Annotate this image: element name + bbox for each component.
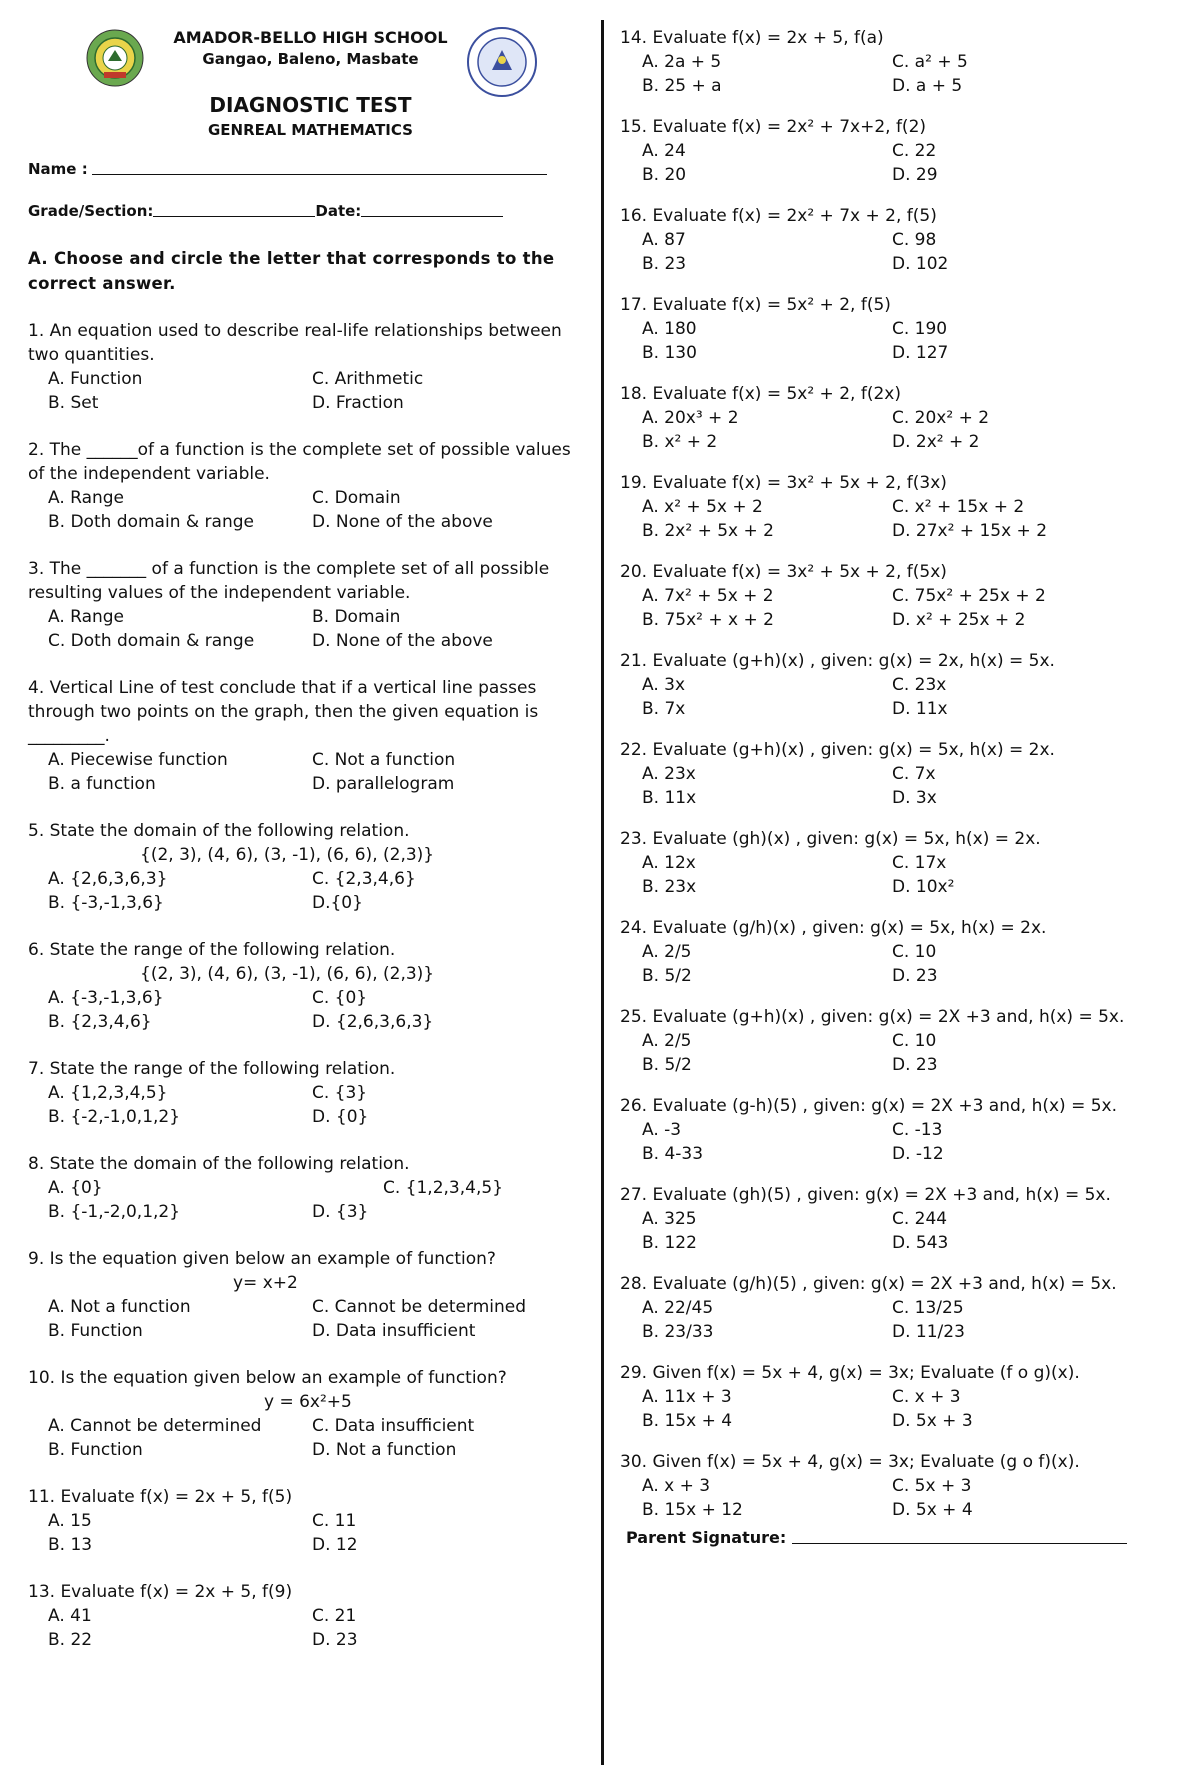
question-item	[28, 676, 576, 796]
test-subtitle: GENREAL MATHEMATICS	[208, 121, 413, 139]
answer-choices	[28, 1509, 576, 1557]
answer-choices	[28, 748, 576, 796]
choice-c[interactable]: C. 98	[892, 230, 937, 250]
question-item	[620, 1183, 1175, 1255]
answer-choices	[28, 1604, 576, 1652]
choice-c[interactable]: C. 22	[892, 141, 937, 161]
question-stem: 15. Evaluate f(x) = 2x² + 7x+2, f(2)	[620, 117, 927, 137]
choice-d[interactable]: D. None of the above	[312, 512, 493, 532]
answer-choices	[620, 317, 1175, 365]
question-stem: 11. Evaluate f(x) = 2x + 5, f(5)	[28, 1487, 293, 1507]
question-stem: 27. Evaluate (gh)(5) , given: g(x) = 2X +3 and, h(x) = 5x.	[620, 1185, 1111, 1205]
choice-d[interactable]: D. Not a function	[312, 1440, 457, 1460]
choice-a[interactable]: A. 7x² + 5x + 2	[642, 586, 774, 606]
instructions: A. Choose and circle the letter that corresponds to the correct answer.	[28, 249, 555, 293]
choice-b[interactable]: B. Doth domain & range	[48, 512, 254, 532]
answer-choices	[620, 1118, 1175, 1166]
question-item	[28, 438, 576, 534]
choice-d[interactable]: D. 3x	[892, 788, 937, 808]
question-item	[28, 1152, 576, 1224]
left-column	[28, 26, 576, 1652]
signature-line[interactable]	[792, 1543, 1127, 1544]
choice-b[interactable]: B. 5/2	[642, 966, 692, 986]
question-item	[620, 382, 1175, 454]
choice-a[interactable]: A. {0}	[48, 1178, 103, 1198]
grade-date-row	[28, 198, 576, 220]
choice-d[interactable]: D. parallelogram	[312, 774, 455, 794]
choice-b[interactable]: B. 15x + 12	[642, 1500, 743, 1520]
question-stem: 6. State the range of the following relation.	[28, 940, 396, 960]
choice-d[interactable]: D. a + 5	[892, 76, 963, 96]
choice-b[interactable]: B. 7x	[642, 699, 686, 719]
choice-c[interactable]: C. 13/25	[892, 1298, 964, 1318]
choice-a[interactable]: A. 3x	[642, 675, 686, 695]
answer-choices	[620, 50, 1175, 98]
choice-b[interactable]: B. 75x² + x + 2	[642, 610, 774, 630]
choice-d[interactable]: D. 5x + 3	[892, 1411, 973, 1431]
choice-a[interactable]: A. Function	[48, 369, 143, 389]
choice-a[interactable]: A. -3	[642, 1120, 682, 1140]
header	[28, 26, 576, 146]
choice-c[interactable]: C. 75x² + 25x + 2	[892, 586, 1046, 606]
choice-c[interactable]: C. 17x	[892, 853, 947, 873]
answer-choices	[620, 495, 1175, 543]
choice-c[interactable]: C. {3}	[312, 1083, 368, 1103]
answer-choices	[28, 1176, 576, 1200]
question-item	[620, 1005, 1175, 1077]
choice-a[interactable]: A. 180	[642, 319, 697, 339]
choice-b[interactable]: B. 23x	[642, 877, 697, 897]
answer-choices	[620, 851, 1175, 899]
signature-label: Parent Signature:	[626, 1528, 787, 1547]
answer-choices	[620, 228, 1175, 276]
choice-d[interactable]: D. 27x² + 15x + 2	[892, 521, 1048, 541]
choice-d[interactable]: D. -12	[892, 1144, 944, 1164]
choice-d[interactable]: D. Data insufficient	[312, 1321, 476, 1341]
question-stem: 18. Evaluate f(x) = 5x² + 2, f(2x)	[620, 384, 901, 404]
choice-c[interactable]: C. x² + 15x + 2	[892, 497, 1025, 517]
choice-d[interactable]: D. 11/23	[892, 1322, 965, 1342]
choice-c[interactable]: C. x + 3	[892, 1387, 961, 1407]
equation: y = 6x²+5	[264, 1392, 352, 1412]
grade-section-label: Grade/Section:	[28, 202, 154, 220]
question-item	[620, 827, 1175, 899]
question-stem: 21. Evaluate (g+h)(x) , given: g(x) = 2x, h(x) = 5x.	[620, 651, 1055, 671]
question-item	[620, 649, 1175, 721]
choice-b[interactable]: B. a function	[48, 774, 156, 794]
choice-b[interactable]: B. 122	[642, 1233, 697, 1253]
answer-choices	[28, 986, 576, 1034]
equation: y= x+2	[233, 1273, 298, 1293]
question-item	[620, 471, 1175, 543]
choice-c[interactable]: C. Data insufficient	[312, 1416, 475, 1436]
choice-c[interactable]: C. a² + 5	[892, 52, 968, 72]
choice-a[interactable]: A. 20x³ + 2	[642, 408, 739, 428]
answer-choices	[28, 1414, 576, 1462]
question-stem: 29. Given f(x) = 5x + 4, g(x) = 3x; Evaluate (f o g)(x).	[620, 1363, 1080, 1383]
question-item	[620, 738, 1175, 810]
choice-d[interactable]: D.{0}	[312, 893, 363, 913]
question-item	[28, 938, 576, 1034]
date-input-line[interactable]	[361, 216, 503, 217]
choice-b[interactable]: B. {2,3,4,6}	[48, 1012, 152, 1032]
question-stem: 20. Evaluate f(x) = 3x² + 5x + 2, f(5x)	[620, 562, 947, 582]
choice-a[interactable]: A. 15	[48, 1511, 92, 1531]
choice-d[interactable]: D. 23	[312, 1630, 358, 1650]
choice-b[interactable]: B. 11x	[642, 788, 697, 808]
question-item	[28, 819, 576, 915]
relation-set: {(2, 3), (4, 6), (3, -1), (6, 6), (2,3)}	[140, 845, 435, 865]
answer-choices	[620, 673, 1175, 721]
choice-b[interactable]: B. {-2,-1,0,1,2}	[48, 1107, 181, 1127]
test-title: DIAGNOSTIC TEST	[209, 93, 412, 117]
answer-choices	[620, 139, 1175, 187]
choice-b[interactable]: B. 15x + 4	[642, 1411, 733, 1431]
choice-d[interactable]: D. Fraction	[312, 393, 404, 413]
choice-a[interactable]: A. x + 3	[642, 1476, 711, 1496]
choice-d[interactable]: D. 10x²	[892, 877, 955, 897]
name-field-row	[28, 156, 576, 178]
choice-b[interactable]: B. 5/2	[642, 1055, 692, 1075]
choice-b[interactable]: B. 13	[48, 1535, 93, 1555]
question-item	[28, 319, 576, 415]
choice-a[interactable]: A. {-3,-1,3,6}	[48, 988, 164, 1008]
choice-a[interactable]: A. 2/5	[642, 1031, 692, 1051]
choice-b[interactable]: B. {-1,-2,0,1,2}	[48, 1202, 181, 1222]
choice-d[interactable]: D. {0}	[312, 1107, 369, 1127]
choice-d[interactable]: D. 11x	[892, 699, 948, 719]
choice-a[interactable]: A. x² + 5x + 2	[642, 497, 763, 517]
answer-choices	[620, 1296, 1175, 1344]
choice-b[interactable]: B. x² + 2	[642, 432, 718, 452]
answer-choices	[28, 1295, 576, 1343]
question-stem: 2. The ______of a function is the complete set of possible values of the independent variable.	[28, 440, 571, 484]
choice-b[interactable]: B. Set	[48, 393, 99, 413]
answer-choices	[620, 406, 1175, 454]
question-item	[28, 1366, 576, 1462]
question-stem: 26. Evaluate (g-h)(5) , given: g(x) = 2X +3 and, h(x) = 5x.	[620, 1096, 1118, 1116]
right-column	[620, 26, 1175, 1522]
choice-a[interactable]: A. Range	[48, 488, 125, 508]
choice-d[interactable]: D. {2,6,3,6,3}	[312, 1012, 434, 1032]
answer-choices	[620, 1207, 1175, 1255]
choice-c[interactable]: C. 190	[892, 319, 948, 339]
answer-choices	[28, 867, 576, 915]
choice-b[interactable]: B. 2x² + 5x + 2	[642, 521, 774, 541]
choice-c[interactable]: C. Domain	[312, 488, 401, 508]
parent-signature	[626, 1528, 1127, 1547]
question-item	[620, 560, 1175, 632]
question-item	[620, 26, 1175, 98]
question-stem: 7. State the range of the following relation.	[28, 1059, 396, 1079]
choice-c[interactable]: C. 7x	[892, 764, 936, 784]
choice-a[interactable]: A. 87	[642, 230, 686, 250]
question-item	[620, 115, 1175, 187]
choice-b[interactable]: B. Function	[48, 1321, 143, 1341]
answer-choices	[28, 1200, 576, 1224]
question-item	[28, 1485, 576, 1557]
choice-d[interactable]: D. 102	[892, 254, 949, 274]
choice-b[interactable]: B. {-3,-1,3,6}	[48, 893, 164, 913]
question-item	[620, 1272, 1175, 1344]
question-stem: 24. Evaluate (g/h)(x) , given: g(x) = 5x, h(x) = 2x.	[620, 918, 1047, 938]
question-stem: 23. Evaluate (gh)(x) , given: g(x) = 5x, h(x) = 2x.	[620, 829, 1041, 849]
deped-seal	[466, 26, 538, 98]
question-stem: 10. Is the equation given below an example of function?	[28, 1368, 507, 1388]
choice-a[interactable]: A. 22/45	[642, 1298, 714, 1318]
question-stem: 1. An equation used to describe real-life relationships between two quantities.	[28, 321, 562, 365]
answer-choices	[620, 584, 1175, 632]
name-label: Name :	[28, 160, 88, 178]
choice-a[interactable]: A. Piecewise function	[48, 750, 228, 770]
choice-b[interactable]: B. 23	[642, 254, 687, 274]
choice-d[interactable]: D. {3}	[312, 1202, 369, 1222]
choice-d[interactable]: D. 23	[892, 966, 938, 986]
choice-a[interactable]: A. 12x	[642, 853, 696, 873]
choice-d[interactable]: D. 127	[892, 343, 949, 363]
answer-choices	[620, 1385, 1175, 1433]
question-stem: 30. Given f(x) = 5x + 4, g(x) = 3x; Evaluate (g o f)(x).	[620, 1452, 1080, 1472]
choice-d[interactable]: D. 2x² + 2	[892, 432, 980, 452]
choice-c[interactable]: C. 20x² + 2	[892, 408, 990, 428]
choice-d[interactable]: D. 12	[312, 1535, 358, 1555]
choice-a[interactable]: A. 41	[48, 1606, 92, 1626]
choice-b[interactable]: B. 20	[642, 165, 687, 185]
question-stem: 4. Vertical Line of test conclude that if a vertical line passes through two points on the graph, then the given equation is _________.	[28, 678, 539, 746]
choice-a[interactable]: A. Cannot be determined	[48, 1416, 262, 1436]
answer-choices	[620, 1029, 1175, 1077]
column-divider	[601, 20, 604, 1765]
grade-section-input-line[interactable]	[153, 216, 315, 217]
question-stem: 25. Evaluate (g+h)(x) , given: g(x) = 2X +3 and, h(x) = 5x.	[620, 1007, 1125, 1027]
question-stem: 28. Evaluate (g/h)(5) , given: g(x) = 2X +3 and, h(x) = 5x.	[620, 1274, 1117, 1294]
choice-c[interactable]: C. 244	[892, 1209, 948, 1229]
choice-c[interactable]: C. {2,3,4,6}	[312, 869, 416, 889]
choice-a[interactable]: A. {1,2,3,4,5}	[48, 1083, 168, 1103]
choice-d[interactable]: D. 29	[892, 165, 938, 185]
question-item	[620, 1450, 1175, 1522]
relation-set: {(2, 3), (4, 6), (3, -1), (6, 6), (2,3)}	[140, 964, 435, 984]
answer-choices	[28, 605, 576, 653]
choice-a[interactable]: A. Range	[48, 607, 125, 627]
choice-c[interactable]: C. {1,2,3,4,5}	[383, 1178, 504, 1198]
question-item	[620, 1094, 1175, 1166]
choice-d[interactable]: D. 23	[892, 1055, 938, 1075]
choice-b[interactable]: B. 23/33	[642, 1322, 714, 1342]
choice-a[interactable]: A. 23x	[642, 764, 696, 784]
choice-c[interactable]: C. 10	[892, 942, 937, 962]
question-item	[620, 916, 1175, 988]
question-stem: 14. Evaluate f(x) = 2x + 5, f(a)	[620, 28, 884, 48]
answer-choices	[620, 1474, 1175, 1522]
answer-choices	[620, 940, 1175, 988]
choice-a[interactable]: A. 325	[642, 1209, 697, 1229]
choice-c[interactable]: C. Doth domain & range	[48, 631, 255, 651]
question-stem: 3. The _______ of a function is the complete set of all possible resulting values of the independent variable.	[28, 559, 550, 603]
choice-a[interactable]: A. 2/5	[642, 942, 692, 962]
question-item	[620, 1361, 1175, 1433]
choice-c[interactable]: C. 23x	[892, 675, 947, 695]
choice-c[interactable]: C. 5x + 3	[892, 1476, 972, 1496]
choice-b[interactable]: B. 4-33	[642, 1144, 704, 1164]
choice-c[interactable]: C. 10	[892, 1031, 937, 1051]
school-address: Gangao, Baleno, Masbate	[202, 50, 419, 68]
question-item	[28, 1580, 576, 1652]
question-stem: 22. Evaluate (g+h)(x) , given: g(x) = 5x, h(x) = 2x.	[620, 740, 1055, 760]
answer-choices	[28, 1081, 576, 1129]
answer-choices	[28, 486, 576, 534]
choice-a[interactable]: A. 2a + 5	[642, 52, 722, 72]
choice-c[interactable]: C. Cannot be determined	[312, 1297, 527, 1317]
question-item	[28, 1057, 576, 1129]
choice-b[interactable]: B. Domain	[312, 607, 401, 627]
choice-c[interactable]: C. Not a function	[312, 750, 456, 770]
choice-b[interactable]: B. 130	[642, 343, 697, 363]
answer-choices	[620, 762, 1175, 810]
choice-b[interactable]: B. 25 + a	[642, 76, 722, 96]
choice-c[interactable]: C. 21	[312, 1606, 357, 1626]
choice-a[interactable]: A. 24	[642, 141, 686, 161]
question-stem: 16. Evaluate f(x) = 2x² + 7x + 2, f(5)	[620, 206, 937, 226]
choice-d[interactable]: D. 543	[892, 1233, 949, 1253]
question-stem: 9. Is the equation given below an example of function?	[28, 1249, 496, 1269]
choice-c[interactable]: C. 11	[312, 1511, 357, 1531]
question-item	[620, 293, 1175, 365]
question-stem: 5. State the domain of the following relation.	[28, 821, 410, 841]
choice-d[interactable]: D. x² + 25x + 2	[892, 610, 1026, 630]
choice-a[interactable]: A. 11x + 3	[642, 1387, 732, 1407]
choice-a[interactable]: A. Not a function	[48, 1297, 191, 1317]
question-stem: 13. Evaluate f(x) = 2x + 5, f(9)	[28, 1582, 293, 1602]
choice-a[interactable]: A. {2,6,3,6,3}	[48, 869, 168, 889]
question-item	[28, 557, 576, 653]
choice-c[interactable]: C. {0}	[312, 988, 368, 1008]
choice-c[interactable]: C. -13	[892, 1120, 943, 1140]
question-item	[620, 204, 1175, 276]
question-stem: 19. Evaluate f(x) = 3x² + 5x + 2, f(3x)	[620, 473, 947, 493]
choice-d[interactable]: D. None of the above	[312, 631, 493, 651]
date-label: Date:	[315, 202, 362, 220]
question-item	[28, 1247, 576, 1343]
name-input-line[interactable]	[92, 174, 547, 175]
question-stem: 8. State the domain of the following relation.	[28, 1154, 410, 1174]
answer-choices	[28, 367, 576, 415]
choice-b[interactable]: B. Function	[48, 1440, 143, 1460]
choice-c[interactable]: C. Arithmetic	[312, 369, 424, 389]
school-name: AMADOR-BELLO HIGH SCHOOL	[173, 28, 448, 47]
choice-d[interactable]: D. 5x + 4	[892, 1500, 973, 1520]
choice-b[interactable]: B. 22	[48, 1630, 93, 1650]
question-stem: 17. Evaluate f(x) = 5x² + 2, f(5)	[620, 295, 891, 315]
